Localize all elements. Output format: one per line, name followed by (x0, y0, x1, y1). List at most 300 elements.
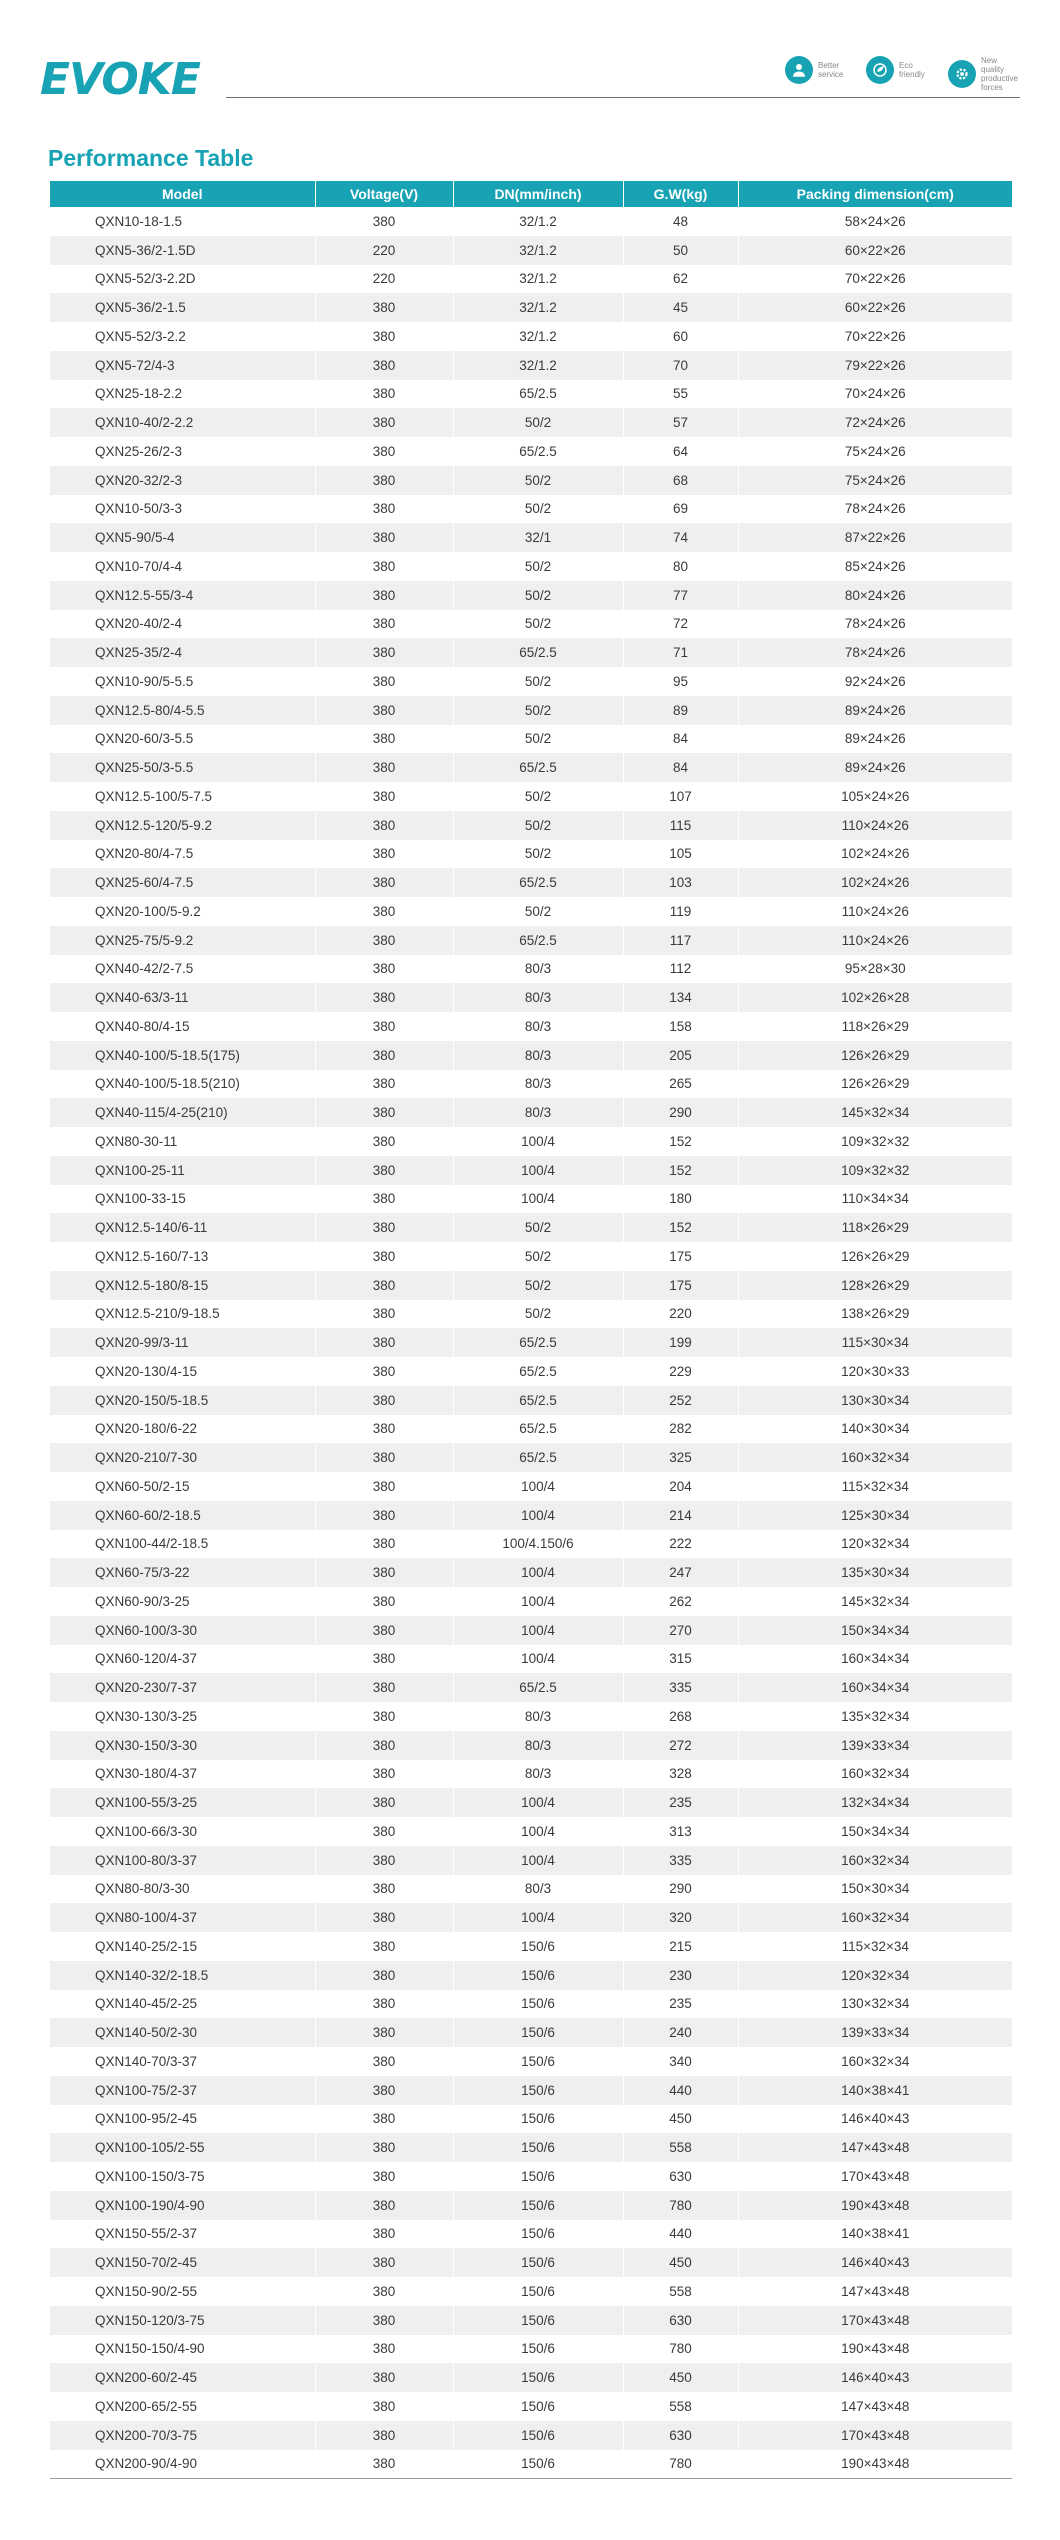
model-cell: QXN20-150/5-18.5 (50, 1386, 315, 1415)
dn-cell: 150/6 (453, 2133, 623, 2162)
gw-cell: 450 (623, 2248, 738, 2277)
gw-cell: 220 (623, 1300, 738, 1329)
dn-cell: 50/2 (453, 408, 623, 437)
dn-cell: 100/4 (453, 1501, 623, 1530)
dn-cell: 100/4 (453, 1558, 623, 1587)
table-row (50, 926, 1012, 955)
packing-cell: 160×32×34 (738, 1903, 1012, 1932)
model-cell: QXN100-44/2-18.5 (50, 1530, 315, 1559)
table-row (50, 1328, 1012, 1357)
model-cell: QXN30-150/3-30 (50, 1731, 315, 1760)
dn-cell: 65/2.5 (453, 1673, 623, 1702)
gw-cell: 320 (623, 1903, 738, 1932)
gw-cell: 69 (623, 495, 738, 524)
voltage-cell: 380 (315, 2105, 453, 2134)
table-row (50, 2421, 1012, 2450)
packing-cell: 109×32×32 (841, 1133, 910, 1149)
voltage-cell: 380 (315, 1961, 453, 1990)
gw-cell: 290 (623, 1875, 738, 1904)
model-cell: QXN12.5-160/7-13 (50, 1242, 315, 1271)
model-cell: QXN25-18-2.2 (50, 380, 315, 409)
packing-cell: 128×26×29 (738, 1271, 1012, 1300)
packing-cell: 80×24×26 (738, 581, 1012, 610)
dn-cell: 100/4 (453, 1185, 623, 1214)
feature-label: Eco friendly (899, 61, 925, 79)
dn-cell: 50/2 (453, 466, 623, 495)
table-row (50, 1300, 1012, 1329)
table-row (50, 897, 1012, 926)
voltage-cell: 380 (315, 2191, 453, 2220)
model-cell: QXN60-90/3-25 (50, 1587, 315, 1616)
voltage-cell: 380 (315, 552, 453, 581)
table-row (50, 1558, 1012, 1587)
voltage-cell: 380 (315, 523, 453, 552)
dn-cell: 65/2.5 (453, 926, 623, 955)
dn-cell: 65/2.5 (453, 753, 623, 782)
dn-cell: 150/6 (453, 2047, 623, 2076)
table-row (50, 1731, 1012, 1760)
table-row (50, 667, 1012, 696)
dn-cell: 100/4 (453, 1645, 623, 1674)
table-row (50, 1213, 1012, 1242)
voltage-cell: 380 (315, 1673, 453, 1702)
gw-cell: 247 (623, 1558, 738, 1587)
voltage-cell: 380 (315, 1357, 453, 1386)
dn-cell: 80/3 (453, 1012, 623, 1041)
voltage-cell: 380 (315, 1501, 453, 1530)
model-cell: QXN60-50/2-15 (50, 1472, 315, 1501)
dn-cell: 150/6 (453, 2248, 623, 2277)
voltage-cell: 380 (315, 1645, 453, 1674)
dn-cell: 150/6 (453, 2076, 623, 2105)
voltage-cell: 380 (315, 725, 453, 754)
model-cell: QXN20-210/7-30 (50, 1443, 315, 1472)
model-cell: QXN12.5-210/9-18.5 (50, 1300, 315, 1329)
packing-cell: 115×30×34 (738, 1328, 1012, 1357)
model-cell: QXN100-25-11 (50, 1156, 315, 1185)
packing-cell: 120×32×34 (841, 1536, 910, 1552)
table-row (50, 2162, 1012, 2191)
table-row (50, 1098, 1012, 1127)
dn-cell: 32/1.2 (453, 293, 623, 322)
dn-cell: 50/2 (453, 1242, 623, 1271)
dn-cell: 100/4 (453, 1156, 623, 1185)
model-cell: QXN20-40/2-4 (50, 610, 315, 639)
dn-cell: 150/6 (453, 2306, 623, 2335)
model-cell: QXN5-90/5-4 (50, 523, 315, 552)
table-row (50, 2105, 1012, 2134)
gw-cell: 325 (623, 1443, 738, 1472)
table-row (50, 293, 1012, 322)
packing-cell: 130×32×34 (841, 1996, 910, 2012)
packing-cell: 89×24×26 (738, 696, 1012, 725)
dn-cell: 50/2 (453, 495, 623, 524)
table-row (50, 2220, 1012, 2249)
table-row (50, 1846, 1012, 1875)
gw-cell: 252 (623, 1386, 738, 1415)
dn-cell: 50/2 (453, 610, 623, 639)
gw-cell: 175 (623, 1242, 738, 1271)
gw-cell: 45 (623, 293, 738, 322)
gw-cell: 70 (623, 351, 738, 380)
table-row (50, 1673, 1012, 1702)
table-row (50, 466, 1012, 495)
table-row (50, 1788, 1012, 1817)
gw-cell: 158 (623, 1012, 738, 1041)
model-cell: QXN10-50/3-3 (50, 495, 315, 524)
dn-cell: 150/6 (453, 2018, 623, 2047)
dn-cell: 150/6 (453, 2392, 623, 2421)
table-row (50, 1012, 1012, 1041)
dn-cell: 150/6 (453, 1961, 623, 1990)
feature-label: New quality productive forces (981, 56, 1018, 92)
table-row (50, 408, 1012, 437)
model-cell: QXN150-90/2-55 (50, 2277, 315, 2306)
packing-cell: 102×24×26 (841, 846, 910, 862)
header-divider (226, 97, 1020, 98)
voltage-cell: 380 (315, 2363, 453, 2392)
table-row (50, 495, 1012, 524)
packing-cell: 150×34×34 (738, 1616, 1012, 1645)
packing-cell: 110×24×26 (738, 811, 1012, 840)
dn-cell: 32/1.2 (453, 351, 623, 380)
model-cell: QXN5-36/2-1.5 (50, 293, 315, 322)
dn-cell: 150/6 (453, 2335, 623, 2364)
feature-eco-friendly (866, 56, 939, 84)
gw-cell: 60 (623, 322, 738, 351)
voltage-cell: 380 (315, 1242, 453, 1271)
voltage-cell: 380 (315, 2421, 453, 2450)
dn-cell: 50/2 (453, 840, 623, 869)
packing-cell: 130×30×34 (738, 1386, 1012, 1415)
packing-cell: 75×24×26 (738, 466, 1012, 495)
dn-cell: 50/2 (453, 897, 623, 926)
model-cell: QXN140-70/3-37 (50, 2047, 315, 2076)
gw-cell: 117 (623, 926, 738, 955)
voltage-cell: 380 (315, 581, 453, 610)
gw-cell: 134 (623, 983, 738, 1012)
gw-cell: 229 (623, 1357, 738, 1386)
packing-cell: 78×24×26 (844, 616, 906, 632)
packing-cell: 140×38×41 (738, 2076, 1012, 2105)
table-row (50, 1961, 1012, 1990)
gw-cell: 240 (623, 2018, 738, 2047)
voltage-cell: 380 (315, 1041, 453, 1070)
packing-cell: 160×32×34 (841, 1766, 910, 1782)
model-cell: QXN100-55/3-25 (50, 1788, 315, 1817)
voltage-cell: 380 (315, 1530, 453, 1559)
feature-new-quality (948, 56, 1021, 92)
packing-cell: 132×34×34 (738, 1788, 1012, 1817)
gw-cell: 235 (623, 1990, 738, 2019)
voltage-cell: 380 (315, 2076, 453, 2105)
packing-cell: 150×34×34 (841, 1823, 910, 1839)
column-header-model: Model (50, 181, 315, 207)
dn-cell: 50/2 (453, 581, 623, 610)
gw-cell: 630 (623, 2421, 738, 2450)
dn-cell: 32/1.2 (453, 265, 623, 294)
table-row (50, 1242, 1012, 1271)
model-cell: QXN5-52/3-2.2 (50, 322, 315, 351)
gw-cell: 780 (623, 2191, 738, 2220)
dn-cell: 32/1.2 (453, 322, 623, 351)
dn-cell: 65/2.5 (453, 437, 623, 466)
packing-cell: 60×22×26 (738, 236, 1012, 265)
voltage-cell: 380 (315, 811, 453, 840)
model-cell: QXN12.5-80/4-5.5 (50, 696, 315, 725)
voltage-cell: 380 (315, 2335, 453, 2364)
packing-cell: 105×24×26 (841, 788, 910, 804)
gw-cell: 84 (623, 725, 738, 754)
gw-cell: 440 (623, 2076, 738, 2105)
model-cell: QXN30-130/3-25 (50, 1702, 315, 1731)
gw-cell: 152 (623, 1156, 738, 1185)
model-cell: QXN100-33-15 (50, 1185, 315, 1214)
gw-cell: 450 (623, 2363, 738, 2392)
table-row (50, 1415, 1012, 1444)
packing-cell: 160×32×34 (841, 2053, 910, 2069)
packing-cell: 170×43×48 (841, 2168, 910, 2184)
table-row (50, 2335, 1012, 2364)
packing-cell: 110×24×26 (738, 926, 1012, 955)
packing-cell: 120×30×33 (841, 1363, 910, 1379)
gw-cell: 105 (623, 840, 738, 869)
model-cell: QXN150-55/2-37 (50, 2220, 315, 2249)
model-cell: QXN40-42/2-7.5 (50, 955, 315, 984)
gw-cell: 204 (623, 1472, 738, 1501)
gw-cell: 68 (623, 466, 738, 495)
gw-cell: 230 (623, 1961, 738, 1990)
voltage-cell: 380 (315, 2306, 453, 2335)
gw-cell: 214 (623, 1501, 738, 1530)
dn-cell: 150/6 (453, 1932, 623, 1961)
packing-cell: 146×40×43 (738, 2363, 1012, 2392)
table-row (50, 207, 1012, 236)
gw-cell: 50 (623, 236, 738, 265)
gw-cell: 335 (623, 1673, 738, 1702)
voltage-cell: 380 (315, 1271, 453, 1300)
packing-cell: 126×26×29 (738, 1041, 1012, 1070)
gw-cell: 440 (623, 2220, 738, 2249)
table-header-row (50, 181, 1012, 207)
gw-cell: 222 (623, 1530, 738, 1559)
packing-cell: 190×43×48 (738, 2450, 1012, 2479)
packing-cell: 78×24×26 (844, 501, 906, 517)
gw-cell: 107 (623, 782, 738, 811)
gw-cell: 780 (623, 2450, 738, 2479)
gw-cell: 48 (623, 207, 738, 236)
voltage-cell: 380 (315, 2248, 453, 2277)
dn-cell: 65/2.5 (453, 1357, 623, 1386)
voltage-cell: 380 (315, 868, 453, 897)
table-row (50, 2363, 1012, 2392)
gw-cell: 72 (623, 610, 738, 639)
dn-cell: 50/2 (453, 667, 623, 696)
table-row (50, 1645, 1012, 1674)
gw-cell: 272 (623, 1731, 738, 1760)
gw-cell: 205 (623, 1041, 738, 1070)
dn-cell: 50/2 (453, 1271, 623, 1300)
voltage-cell: 380 (315, 1875, 453, 1904)
table-row (50, 1357, 1012, 1386)
voltage-cell: 380 (315, 2133, 453, 2162)
gw-cell: 103 (623, 868, 738, 897)
voltage-cell: 380 (315, 1817, 453, 1846)
dn-cell: 80/3 (453, 1041, 623, 1070)
packing-cell: 118×26×29 (738, 1213, 1012, 1242)
model-cell: QXN140-45/2-25 (50, 1990, 315, 2019)
globe-leaf-icon (866, 56, 894, 84)
model-cell: QXN200-70/3-75 (50, 2421, 315, 2450)
packing-cell: 89×24×26 (738, 753, 1012, 782)
table-row (50, 2450, 1012, 2479)
packing-cell: 190×43×48 (841, 2341, 910, 2357)
column-header-dn: DN(mm/inch) (453, 181, 623, 207)
table-row (50, 1587, 1012, 1616)
gw-cell: 112 (623, 955, 738, 984)
table-row (50, 610, 1012, 639)
dn-cell: 150/6 (453, 2450, 623, 2479)
brand-logo: EVOKE (40, 54, 200, 105)
table-row (50, 840, 1012, 869)
voltage-cell: 220 (315, 265, 453, 294)
dn-cell: 32/1.2 (453, 236, 623, 265)
model-cell: QXN150-70/2-45 (50, 2248, 315, 2277)
table-row (50, 351, 1012, 380)
model-cell: QXN140-32/2-18.5 (50, 1961, 315, 1990)
dn-cell: 50/2 (453, 725, 623, 754)
dn-cell: 100/4.150/6 (453, 1530, 623, 1559)
packing-cell: 140×30×34 (841, 1421, 910, 1437)
dn-cell: 50/2 (453, 1213, 623, 1242)
column-header-voltage: Voltage(V) (315, 181, 453, 207)
voltage-cell: 380 (315, 782, 453, 811)
model-cell: QXN20-80/4-7.5 (50, 840, 315, 869)
dn-cell: 50/2 (453, 811, 623, 840)
table-row (50, 2018, 1012, 2047)
packing-cell: 160×32×34 (738, 1846, 1012, 1875)
model-cell: QXN25-60/4-7.5 (50, 868, 315, 897)
table-row (50, 1530, 1012, 1559)
model-cell: QXN140-50/2-30 (50, 2018, 315, 2047)
gw-cell: 335 (623, 1846, 738, 1875)
voltage-cell: 380 (315, 466, 453, 495)
voltage-cell: 380 (315, 207, 453, 236)
voltage-cell: 380 (315, 1990, 453, 2019)
table-row (50, 1702, 1012, 1731)
voltage-cell: 380 (315, 2162, 453, 2191)
gw-cell: 450 (623, 2105, 738, 2134)
model-cell: QXN100-75/2-37 (50, 2076, 315, 2105)
voltage-cell: 380 (315, 1443, 453, 1472)
voltage-cell: 380 (315, 1098, 453, 1127)
dn-cell: 80/3 (453, 1070, 623, 1099)
voltage-cell: 380 (315, 1185, 453, 1214)
table-row (50, 1817, 1012, 1846)
table-body (50, 207, 1012, 2479)
voltage-cell: 380 (315, 1760, 453, 1789)
model-cell: QXN40-100/5-18.5(175) (50, 1041, 315, 1070)
table-row (50, 523, 1012, 552)
dn-cell: 150/6 (453, 1990, 623, 2019)
packing-cell: 190×43×48 (738, 2191, 1012, 2220)
packing-cell: 160×34×34 (841, 1651, 910, 1667)
packing-cell: 70×24×26 (844, 386, 906, 402)
dn-cell: 150/6 (453, 2191, 623, 2220)
model-cell: QXN40-100/5-18.5(210) (50, 1070, 315, 1099)
packing-cell: 92×24×26 (844, 673, 906, 689)
packing-cell: 95×28×30 (844, 961, 906, 977)
table-row (50, 236, 1012, 265)
packing-cell: 145×32×34 (738, 1098, 1012, 1127)
voltage-cell: 380 (315, 351, 453, 380)
voltage-cell: 380 (315, 2220, 453, 2249)
model-cell: QXN20-60/3-5.5 (50, 725, 315, 754)
voltage-cell: 380 (315, 1070, 453, 1099)
gw-cell: 268 (623, 1702, 738, 1731)
gw-cell: 80 (623, 552, 738, 581)
gw-cell: 215 (623, 1932, 738, 1961)
dn-cell: 80/3 (453, 955, 623, 984)
voltage-cell: 380 (315, 955, 453, 984)
voltage-cell: 380 (315, 1932, 453, 1961)
table-row (50, 1990, 1012, 2019)
voltage-cell: 380 (315, 1127, 453, 1156)
model-cell: QXN30-180/4-37 (50, 1760, 315, 1789)
gw-cell: 282 (623, 1415, 738, 1444)
dn-cell: 100/4 (453, 1788, 623, 1817)
table-row (50, 1616, 1012, 1645)
voltage-cell: 380 (315, 293, 453, 322)
gw-cell: 95 (623, 667, 738, 696)
dn-cell: 50/2 (453, 552, 623, 581)
model-cell: QXN12.5-120/5-9.2 (50, 811, 315, 840)
dn-cell: 80/3 (453, 1702, 623, 1731)
model-cell: QXN100-66/3-30 (50, 1817, 315, 1846)
voltage-cell: 380 (315, 2392, 453, 2421)
voltage-cell: 380 (315, 1903, 453, 1932)
packing-cell: 115×32×34 (841, 1938, 909, 1954)
table-row (50, 1156, 1012, 1185)
table-row (50, 868, 1012, 897)
table-row (50, 1472, 1012, 1501)
gw-cell: 180 (623, 1185, 738, 1214)
table-row (50, 1386, 1012, 1415)
model-cell: QXN20-100/5-9.2 (50, 897, 315, 926)
model-cell: QXN10-70/4-4 (50, 552, 315, 581)
model-cell: QXN20-130/4-15 (50, 1357, 315, 1386)
dn-cell: 65/2.5 (453, 1328, 623, 1357)
voltage-cell: 380 (315, 610, 453, 639)
table-row (50, 2047, 1012, 2076)
packing-cell: 85×24×26 (844, 558, 906, 574)
model-cell: QXN200-60/2-45 (50, 2363, 315, 2392)
table-row (50, 1185, 1012, 1214)
dn-cell: 80/3 (453, 1760, 623, 1789)
voltage-cell: 380 (315, 1012, 453, 1041)
table-row (50, 552, 1012, 581)
dn-cell: 80/3 (453, 1875, 623, 1904)
voltage-cell: 220 (315, 236, 453, 265)
model-cell: QXN5-36/2-1.5D (50, 236, 315, 265)
gw-cell: 290 (623, 1098, 738, 1127)
table-row (50, 380, 1012, 409)
table-row (50, 437, 1012, 466)
gw-cell: 115 (623, 811, 738, 840)
packing-cell: 147×43×48 (841, 2283, 910, 2299)
table-row (50, 1903, 1012, 1932)
voltage-cell: 380 (315, 437, 453, 466)
